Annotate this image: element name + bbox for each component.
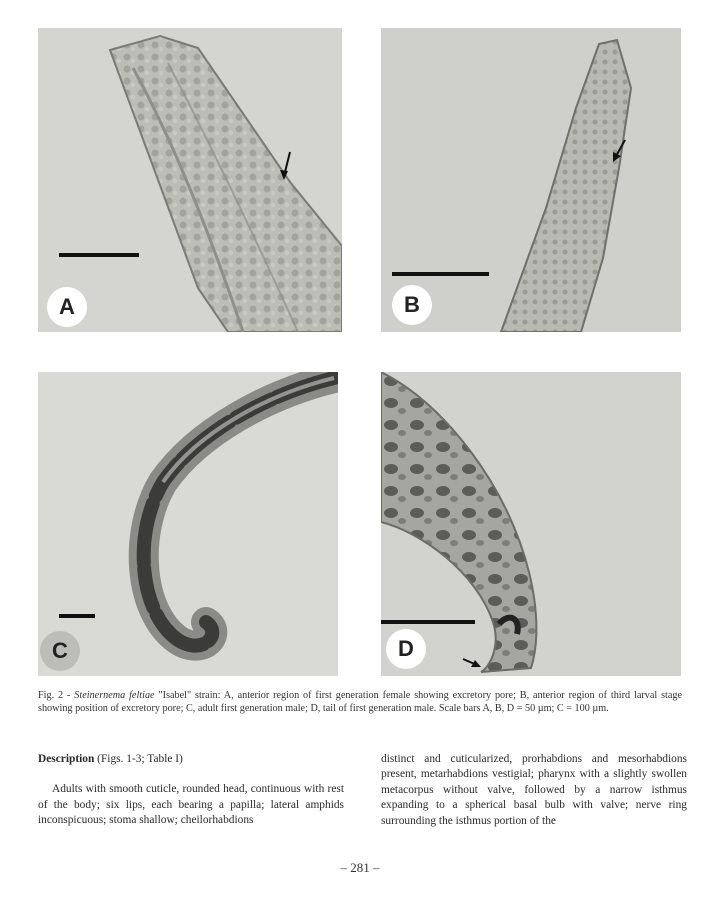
panel-label-c: C bbox=[40, 631, 80, 671]
caption-text: "Isabel" strain: A, anterior region of first generation female showing excretory pore; B, anterior region of third larval stage showing position of excretory pore; C, adult first generation male; D, tail of first generation male. Scale bars A, B, D = 50 µm; C = 100 µm. bbox=[38, 690, 683, 714]
section-heading-row bbox=[38, 752, 344, 767]
scale-bar-a bbox=[59, 253, 139, 257]
arrow-icon bbox=[381, 28, 681, 332]
section-heading: Description bbox=[38, 753, 95, 765]
page-number: – 281 – bbox=[340, 860, 380, 875]
arrow-icon bbox=[381, 372, 681, 676]
figure-caption bbox=[38, 690, 682, 715]
panel-label-d: D bbox=[386, 629, 426, 669]
panel-label-a: A bbox=[47, 287, 87, 327]
panel-c-micrograph bbox=[38, 372, 338, 676]
body-paragraph-right: distinct and cuticularized, prorhabdions and mesorhabdions present, metarhabdions vestigial; pharynx with a slightly swollen metacorpus without valve, followed by a narrow isthmus expanding to a spherical basal bulb with valve; nerve ring surrounding the isthmus portion of the bbox=[381, 753, 687, 827]
scale-bar-b bbox=[392, 272, 489, 276]
panel-label-b: B bbox=[392, 285, 432, 325]
scale-bar-d bbox=[381, 620, 475, 624]
body-column-right bbox=[381, 752, 687, 829]
scale-bar-c bbox=[59, 614, 95, 618]
arrow-icon bbox=[38, 28, 342, 332]
figure-panel-a bbox=[38, 28, 342, 332]
body-column-left bbox=[38, 752, 344, 829]
caption-prefix: Fig. 2 - bbox=[38, 690, 75, 701]
body-paragraph-left: Adults with smooth cuticle, rounded head, continuous with rest of the body; six lips, each bearing a papilla; lateral amphids inconspicuous; stoma shallow; cheilorhabdions bbox=[38, 783, 344, 827]
section-heading-ref: (Figs. 1-3; Table I) bbox=[94, 753, 183, 765]
figure-panel-c bbox=[38, 372, 338, 676]
figure-panel-b bbox=[381, 28, 681, 332]
figure-panel-d bbox=[381, 372, 681, 676]
caption-species: Steinernema feltiae bbox=[74, 690, 155, 701]
